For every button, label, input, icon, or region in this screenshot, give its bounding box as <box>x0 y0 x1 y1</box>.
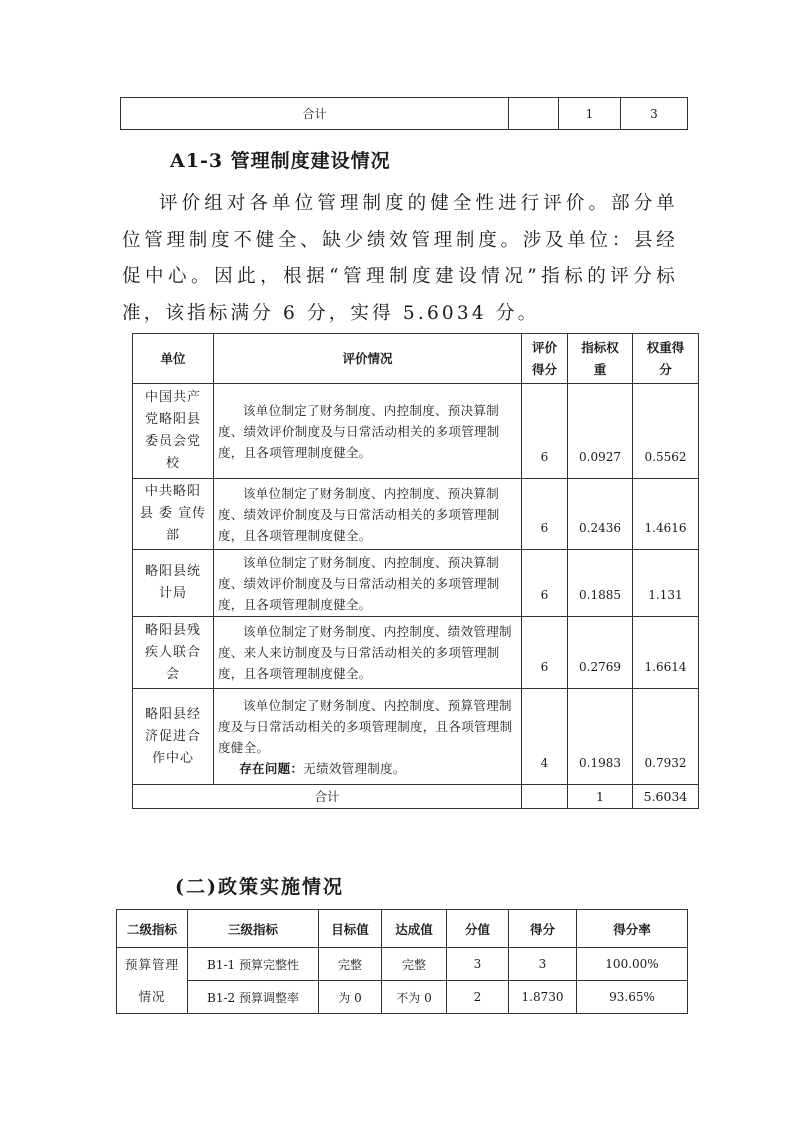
policy-implementation-table <box>116 909 688 1014</box>
header-row <box>117 910 688 948</box>
header-weighted: 权重得分 <box>633 334 699 384</box>
score-cell: 1.8730 <box>509 981 577 1014</box>
header-level3: 三级指标 <box>188 910 319 948</box>
header-score: 得分 <box>509 910 577 948</box>
management-system-table <box>132 333 699 809</box>
header-actual: 达成值 <box>382 910 447 948</box>
unit-name: 略阳县残疾人联合会 <box>133 617 214 689</box>
table-row <box>117 981 688 1014</box>
indicator-cell: B1-2 预算调整率 <box>188 981 319 1014</box>
evaluation-content: 该单位制定了财务制度、内控制度、预决算制度、绩效评价制度及与日常活动相关的多项管理制度，且各项管理制度健全。 <box>218 485 500 543</box>
total-weight: 1 <box>568 785 633 809</box>
score-cell: 6 <box>522 479 568 550</box>
unit-name: 中国共产党略阳县委员会党校 <box>133 384 214 479</box>
weight-cell: 0.1885 <box>568 550 633 617</box>
header-score: 评价得分 <box>522 334 568 384</box>
actual-cell: 完整 <box>382 948 447 981</box>
header-level2: 二级指标 <box>117 910 188 948</box>
table-row <box>133 617 699 689</box>
header-evaluation: 评价情况 <box>214 334 522 384</box>
total-score <box>522 785 568 809</box>
evaluation-text <box>214 550 522 617</box>
total-weight: 1 <box>559 98 621 130</box>
rate-cell: 93.65% <box>577 981 688 1014</box>
table-row <box>133 479 699 550</box>
header-points: 分值 <box>447 910 509 948</box>
evaluation-content: 该单位制定了财务制度、内控制度、预算管理制度及与日常活动相关的多项管理制度，且各项管理制度健全。 <box>218 697 513 755</box>
issue-text: 无绩效管理制度。 <box>303 760 406 776</box>
total-label: 合计 <box>121 98 509 130</box>
total-blank <box>509 98 559 130</box>
total-weighted: 5.6034 <box>633 785 699 809</box>
issue-note <box>239 761 405 776</box>
weight-cell: 0.0927 <box>568 384 633 479</box>
table-row <box>133 384 699 479</box>
score-cell: 6 <box>522 550 568 617</box>
paragraph-text: 评价组对各单位管理制度的健全性进行评价。部分单位管理制度不健全、缺少绩效管理制度。涉及单位：县经促中心。因此，根据“管理制度建设情况”指标的评分标准，该指标满分 6 分，实得 5.6034 分。 <box>122 193 678 324</box>
previous-table-total <box>120 97 688 130</box>
total-row <box>133 785 699 809</box>
evaluation-content: 该单位制定了财务制度、内控制度、预决算制度、绩效评价制度及与日常活动相关的多项管理制度，且各项管理制度健全。 <box>218 402 500 460</box>
unit-name: 中共略阳县 委 宣传部 <box>133 479 214 550</box>
header-rate: 得分率 <box>577 910 688 948</box>
issue-label: 存在问题： <box>239 760 304 776</box>
header-row <box>133 334 699 384</box>
unit-name: 略阳县经济促进合作中心 <box>133 689 214 785</box>
evaluation-text <box>214 384 522 479</box>
rate-cell: 100.00% <box>577 948 688 981</box>
weighted-cell: 1.131 <box>633 550 699 617</box>
weighted-cell: 0.5562 <box>633 384 699 479</box>
weight-cell: 0.1983 <box>568 689 633 785</box>
evaluation-text <box>214 479 522 550</box>
weighted-cell: 0.7932 <box>633 689 699 785</box>
indicator-cell: B1-1 预算完整性 <box>188 948 319 981</box>
points-cell: 3 <box>447 948 509 981</box>
evaluation-text <box>214 689 522 785</box>
target-cell: 完整 <box>319 948 382 981</box>
weighted-cell: 1.4616 <box>633 479 699 550</box>
total-score: 3 <box>621 98 688 130</box>
evaluation-content: 该单位制定了财务制度、内控制度、绩效管理制度、来人来访制度及与日常活动相关的多项管理制度，且各项管理制度健全。 <box>218 624 512 681</box>
section-paragraph <box>122 186 678 332</box>
evaluation-content: 该单位制定了财务制度、内控制度、预决算制度、绩效评价制度及与日常活动相关的多项管理制度，且各项管理制度健全。 <box>218 554 500 612</box>
weight-cell: 0.2436 <box>568 479 633 550</box>
weight-cell: 0.2769 <box>568 617 633 689</box>
score-cell: 3 <box>509 948 577 981</box>
header-unit: 单位 <box>133 334 214 384</box>
score-cell: 6 <box>522 617 568 689</box>
section-heading-a1-3: A1-3 管理制度建设情况 <box>170 150 391 172</box>
score-cell: 4 <box>522 689 568 785</box>
table-row <box>133 689 699 785</box>
points-cell: 2 <box>447 981 509 1014</box>
table-row <box>117 948 688 981</box>
unit-name: 略阳县统计局 <box>133 550 214 617</box>
evaluation-text <box>214 617 522 689</box>
header-target: 目标值 <box>319 910 382 948</box>
total-label: 合计 <box>133 785 522 809</box>
section-heading-policy: (二)政策实施情况 <box>175 876 344 898</box>
level2-indicator: 预算管理情况 <box>117 948 188 1014</box>
table-row <box>133 550 699 617</box>
header-weight: 指标权重 <box>568 334 633 384</box>
actual-cell: 不为 0 <box>382 981 447 1014</box>
weighted-cell: 1.6614 <box>633 617 699 689</box>
total-row <box>121 98 688 130</box>
score-cell: 6 <box>522 384 568 479</box>
target-cell: 为 0 <box>319 981 382 1014</box>
